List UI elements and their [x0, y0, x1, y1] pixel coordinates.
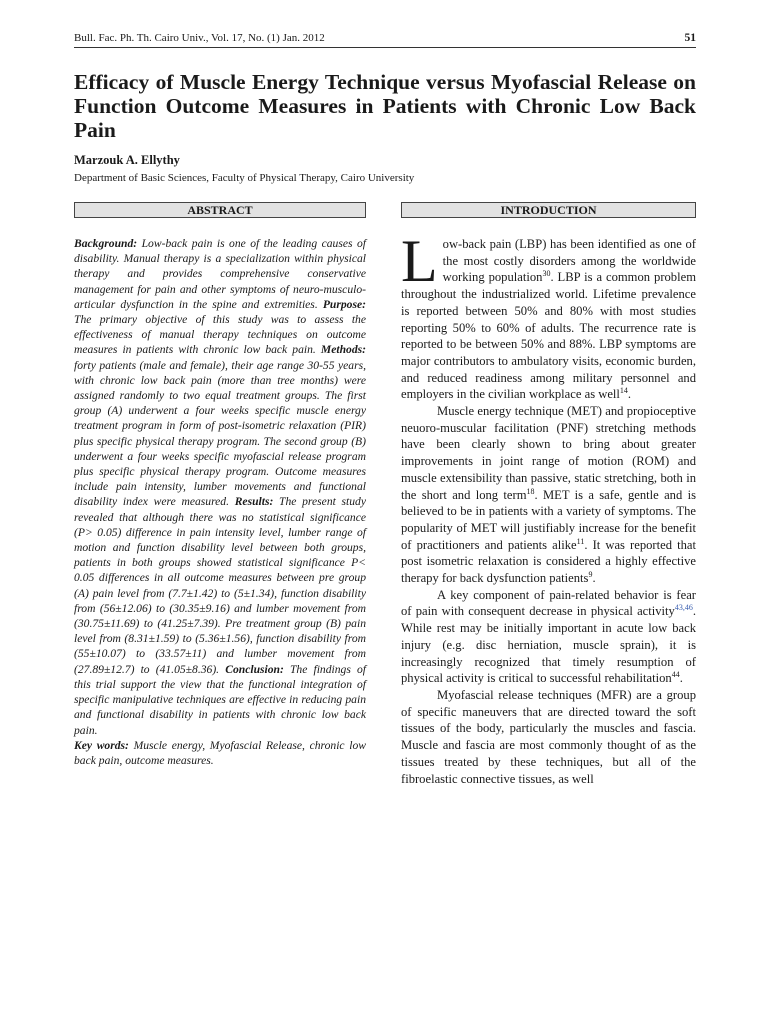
citation-link[interactable]: 43,46 [674, 603, 693, 613]
abstract-body [74, 236, 366, 768]
conclusion-text: The findings of this trial support the view that the functional integration of specific manipulative techniques are effective in reducing pain and functional disability in patients with chronic low back pain. [74, 662, 366, 737]
purpose-text: The primary objective of this study was to assess the effectiveness of manual therapy techniques on outcome measures in patients with chronic low back pain. [74, 313, 366, 357]
intro-paragraph-1 [401, 228, 696, 403]
introduction-heading: INTRODUCTION [401, 202, 696, 218]
citation-ref: 44 [671, 670, 680, 680]
intro-p3-text-1: A key component of pain-related behavior is fear of pain with consequent decrease in physical activity [401, 587, 696, 619]
citation-ref: 18 [526, 486, 535, 496]
purpose-label: Purpose: [322, 297, 366, 311]
intro-p1-text-3: . [627, 387, 632, 402]
running-header [74, 30, 696, 48]
intro-p4-text-1: Myofascial release techniques (MFR) are a group of specific maneuvers that are directed toward the soft tissues of the body, particularly the muscles and fascia. Muscle and fascia are most commonly thought of as the tissues treated by these techniques, but all of the fibroelastic connective tissues, as well [401, 687, 696, 786]
results-text: The present study revealed that although there was no statistical significance (P> 0.05) difference in pain intensity level, lumber range of motion and function disability level between both groups, patients in both groups showed statistical significance P< 0.05 differences in all outcome measures between pre group (A) pain level from (7.7±1.42) to (5±1.34), function disability from (56±12.06) to (30.35±9.16) and lumber movement from (30.75±11.69) to (41.25±7.39). Pre treatment group (B) pain level from (8.31±1.59) to (5.36±1.56), function disability from (55±10.07) to (33.57±11) and lumber movement from (27.89±12.7) to (41.05±8.36). [74, 495, 367, 676]
intro-p2-text-2: . MET is a safe, gentle and is believed to be in patients with a variety of symptoms. The popularity of MET will justifiably increase for the benefit of practitioners and patients alike [401, 487, 696, 552]
intro-p2-text-3: . It was reported that post isometric relaxation is considered a highly effective therapy for back dysfunction patients [401, 537, 696, 586]
citation-ref: 14 [619, 386, 628, 396]
background-text: Low-back pain is one of the leading causes of disability. Manual therapy is a specialization within physical therapy and provides comprehensive conservative management for pain and other symptoms of neuro-musculo-articular dysfunction in the spine and extremities. [74, 237, 366, 311]
author-name: Marzouk A. Ellythy [74, 153, 180, 167]
citation-ref: 30 [542, 269, 551, 279]
abstract-heading: ABSTRACT [74, 202, 366, 218]
keywords-paragraph [74, 738, 366, 768]
keywords-label: Key words: [74, 738, 129, 752]
journal-citation: Bull. Fac. Ph. Th. Cairo Univ., Vol. 17, No. (1) Jan. 2012 [74, 32, 325, 44]
intro-p1-text-2: . LBP is a common problem throughout the industrialized world. Lifetime prevalence is reported between 50% and 80% with most studies reporting 50% to 60% of adults. The recurrence rate is reported to be between 50% and 88%. LBP symptoms are major contributors to ambulatory visits, economic burden, and reduced readiness among military personnel and employers in the civilian workplace as well [401, 270, 696, 402]
intro-p2-text-4: . [592, 571, 596, 586]
article-title: Efficacy of Muscle Energy Technique versus Myofascial Release on Function Outcome Measures in Patients with Chronic Low Back Pain [74, 70, 696, 142]
methods-text: forty patients (male and female), their age range 30-55 years, with chronic low back pain (more than tree months) were assigned randomly to two equal treatment groups. The first group (A) underwent a four weeks specific muscle energy treatment program in form of post-isometric relaxation (PIR) plus specific physical therapy program. The second group (B) underwent a four weeks specific myofascial release program plus specific physical therapy program. Outcome measures include pain intensity, lumber movements and functional disability index were measured. [74, 358, 366, 509]
results-label: Results: [234, 495, 274, 509]
conclusion-label: Conclusion: [225, 662, 284, 676]
intro-paragraph-2 [401, 403, 696, 587]
keywords-text: Muscle energy, Myofascial Release, chronic low back pain, outcome measures. [74, 738, 366, 767]
background-label: Background: [74, 237, 138, 250]
citation-ref: 9 [588, 569, 593, 579]
abstract-paragraph [74, 236, 366, 738]
intro-paragraph-3 [401, 587, 696, 687]
intro-paragraph-4 [401, 687, 696, 787]
header-rule [74, 47, 696, 48]
intro-p1-text-1: ow-back pain (LBP) has been identified as one of the most costly disorders among the worldwide working population [442, 237, 696, 285]
intro-p3-text-2: . While rest may be initially important in acute low back injury (e.g. disc herniation, muscle sprain), it is increasingly recognized that timely resumption of physical activity is critical to successful rehabilitation [401, 604, 696, 686]
intro-p3-text-3: . [679, 671, 683, 686]
author-affiliation: Department of Basic Sciences, Faculty of Physical Therapy, Cairo University [74, 172, 415, 184]
page-number: 51 [684, 32, 696, 44]
drop-cap: L [401, 228, 438, 294]
intro-p2-text-1: Muscle energy technique (MET) and propioceptive neuoro-muscular facilitation (PNF) stretching methods have been clearly shown to bring about greater improvements in joint range of motion (ROM) and muscle extensibility than passive, static stretching, both in the short and long term [401, 404, 696, 502]
introduction-body [401, 228, 696, 787]
methods-label: Methods: [320, 343, 366, 357]
citation-ref: 11 [576, 536, 585, 546]
